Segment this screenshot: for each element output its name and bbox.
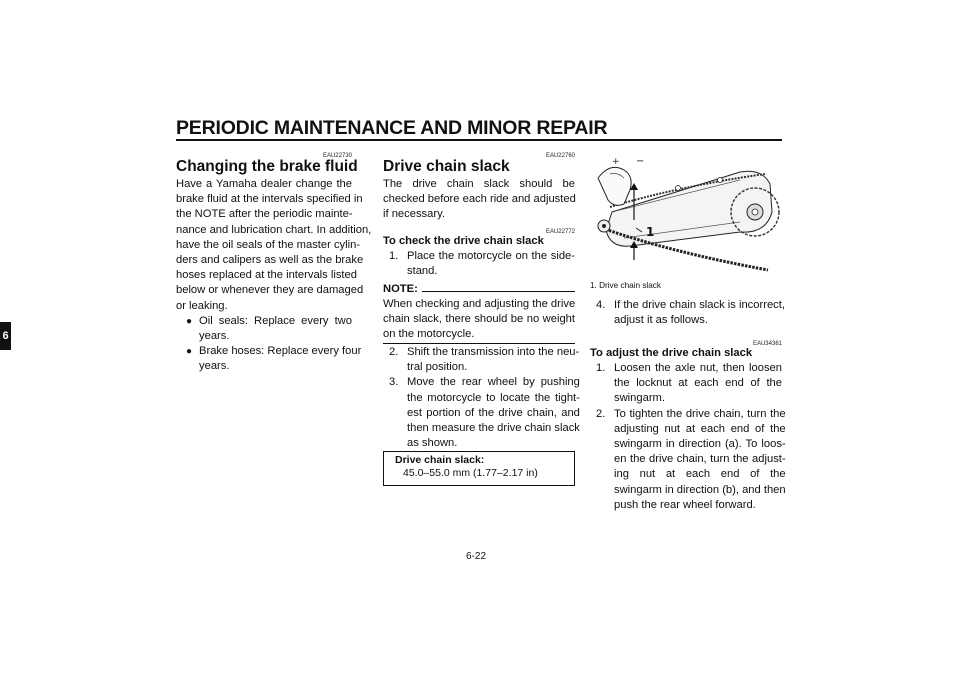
drive-chain-intro	[383, 177, 575, 223]
header-rule	[176, 139, 782, 141]
text-line: if necessary.	[383, 208, 445, 221]
text-line: as shown.	[407, 437, 458, 450]
text-line: If the drive chain slack is incorrect,	[614, 299, 785, 311]
text-line: When checking and adjusting the drive	[383, 298, 576, 310]
text-line: swingarm in direction (a). To loos-	[614, 438, 786, 451]
text-line: hoses replaced at the intervals listed	[176, 269, 357, 282]
bullet-item	[186, 344, 362, 374]
chapter-number: 6	[2, 330, 9, 342]
text-line: ing nut at each end of the	[614, 468, 786, 481]
step-number: 3.	[389, 376, 399, 389]
text-line: stand.	[407, 265, 438, 278]
text-line: brake fluid at the intervals specified in	[176, 193, 363, 206]
check-steps	[383, 345, 580, 451]
step-number: 4.	[596, 299, 606, 311]
section-code: EAU22730	[322, 153, 352, 159]
chapter-tab	[0, 322, 11, 350]
text-line: have the oil seals of the master cylin-	[176, 238, 361, 251]
text-line: Move the rear wheel by pushing	[407, 376, 580, 389]
step-number: 1.	[596, 362, 606, 374]
text-line: years.	[199, 360, 230, 373]
note-body	[383, 297, 575, 343]
section-code: EAU22760	[545, 153, 575, 159]
note-label: NOTE:	[383, 283, 418, 295]
text-line: adjusting nut at each end of the	[614, 422, 786, 435]
text-line: the NOTE after the periodic mainte-	[176, 208, 353, 221]
step-number: 2.	[389, 346, 399, 358]
adjust-steps	[590, 361, 786, 513]
svg-text:+: +	[612, 157, 620, 167]
text-line: swingarm.	[614, 392, 665, 405]
adjust-step-4	[590, 298, 785, 328]
drive-chain-slack-spec-box	[383, 451, 575, 486]
text-line: the motorcycle to locate the tight-	[407, 391, 580, 404]
text-line: push the rear wheel forward.	[614, 498, 756, 511]
text-line: Shift the transmission into the neu-	[407, 346, 580, 358]
bullet-item	[186, 314, 352, 344]
spec-value: 45.0–55.0 mm (1.77–2.17 in)	[403, 466, 538, 479]
adjust-step-2	[596, 407, 786, 513]
text-line: then measure the drive chain slack	[407, 422, 580, 435]
text-line: Loosen the axle nut, then loosen	[614, 362, 782, 374]
adjust-step-1	[596, 361, 782, 407]
drive-chain-slack-illustration	[590, 150, 782, 275]
text-line: nance and lubrication chart. In addition,	[176, 223, 372, 236]
check-step-2	[389, 345, 580, 375]
section-code: EAU34361	[752, 341, 782, 347]
text-line: swingarm in direction (b), and then	[614, 483, 786, 496]
note-header	[383, 283, 575, 295]
text-line: The drive chain slack should be	[383, 178, 575, 190]
bullet-icon: ●	[186, 315, 193, 327]
text-line: Oil seals: Replace every two	[199, 314, 352, 327]
section-title-drive-chain-slack: Drive chain slack	[383, 158, 510, 175]
text-line: en the drive chain, turn the adjust-	[614, 453, 786, 466]
check-step-1	[383, 249, 575, 279]
text-line: checked before each ride and adjusted	[383, 193, 576, 206]
text-line: chain slack, there should be no weight	[383, 313, 575, 326]
text-line: Place the motorcycle on the side-	[407, 250, 575, 262]
section-title-brake-fluid: Changing the brake fluid	[176, 158, 358, 175]
page-header-title: PERIODIC MAINTENANCE AND MINOR REPAIR	[176, 117, 608, 139]
text-line: To tighten the drive chain, turn the	[614, 407, 786, 420]
spec-label: Drive chain slack:	[395, 454, 485, 466]
text-line: Brake hoses: Replace every four	[199, 345, 362, 358]
bullet-icon: ●	[186, 346, 193, 358]
note-end-rule	[383, 343, 575, 344]
figure-caption: 1. Drive chain slack	[590, 281, 661, 290]
figure-callout: 1	[646, 225, 655, 239]
note-rule	[422, 291, 575, 292]
subsection-title-check-slack: To check the drive chain slack	[383, 235, 544, 247]
section-code: EAU22772	[545, 229, 575, 235]
check-step-3	[389, 375, 580, 451]
text-line: or leaking.	[176, 299, 228, 312]
page-number: 6-22	[466, 551, 487, 562]
text-line: est portion of the drive chain, and	[407, 406, 580, 419]
text-line: tral position.	[407, 361, 468, 374]
text-line: Have a Yamaha dealer change the	[176, 178, 352, 190]
svg-text:−: −	[636, 156, 645, 167]
subsection-title-adjust-slack: To adjust the drive chain slack	[590, 347, 753, 359]
text-line: adjust it as follows.	[614, 314, 708, 327]
step-number: 2.	[596, 407, 606, 420]
brake-fluid-body	[176, 177, 372, 375]
text-line: below or whenever they are damaged	[176, 284, 364, 297]
text-line: years.	[199, 330, 230, 343]
step-number: 1.	[389, 250, 399, 262]
text-line: ders and calipers as well as the brake	[176, 254, 364, 267]
text-line: the locknut at each end of the	[614, 377, 782, 390]
text-line: on the motorcycle.	[383, 328, 475, 341]
